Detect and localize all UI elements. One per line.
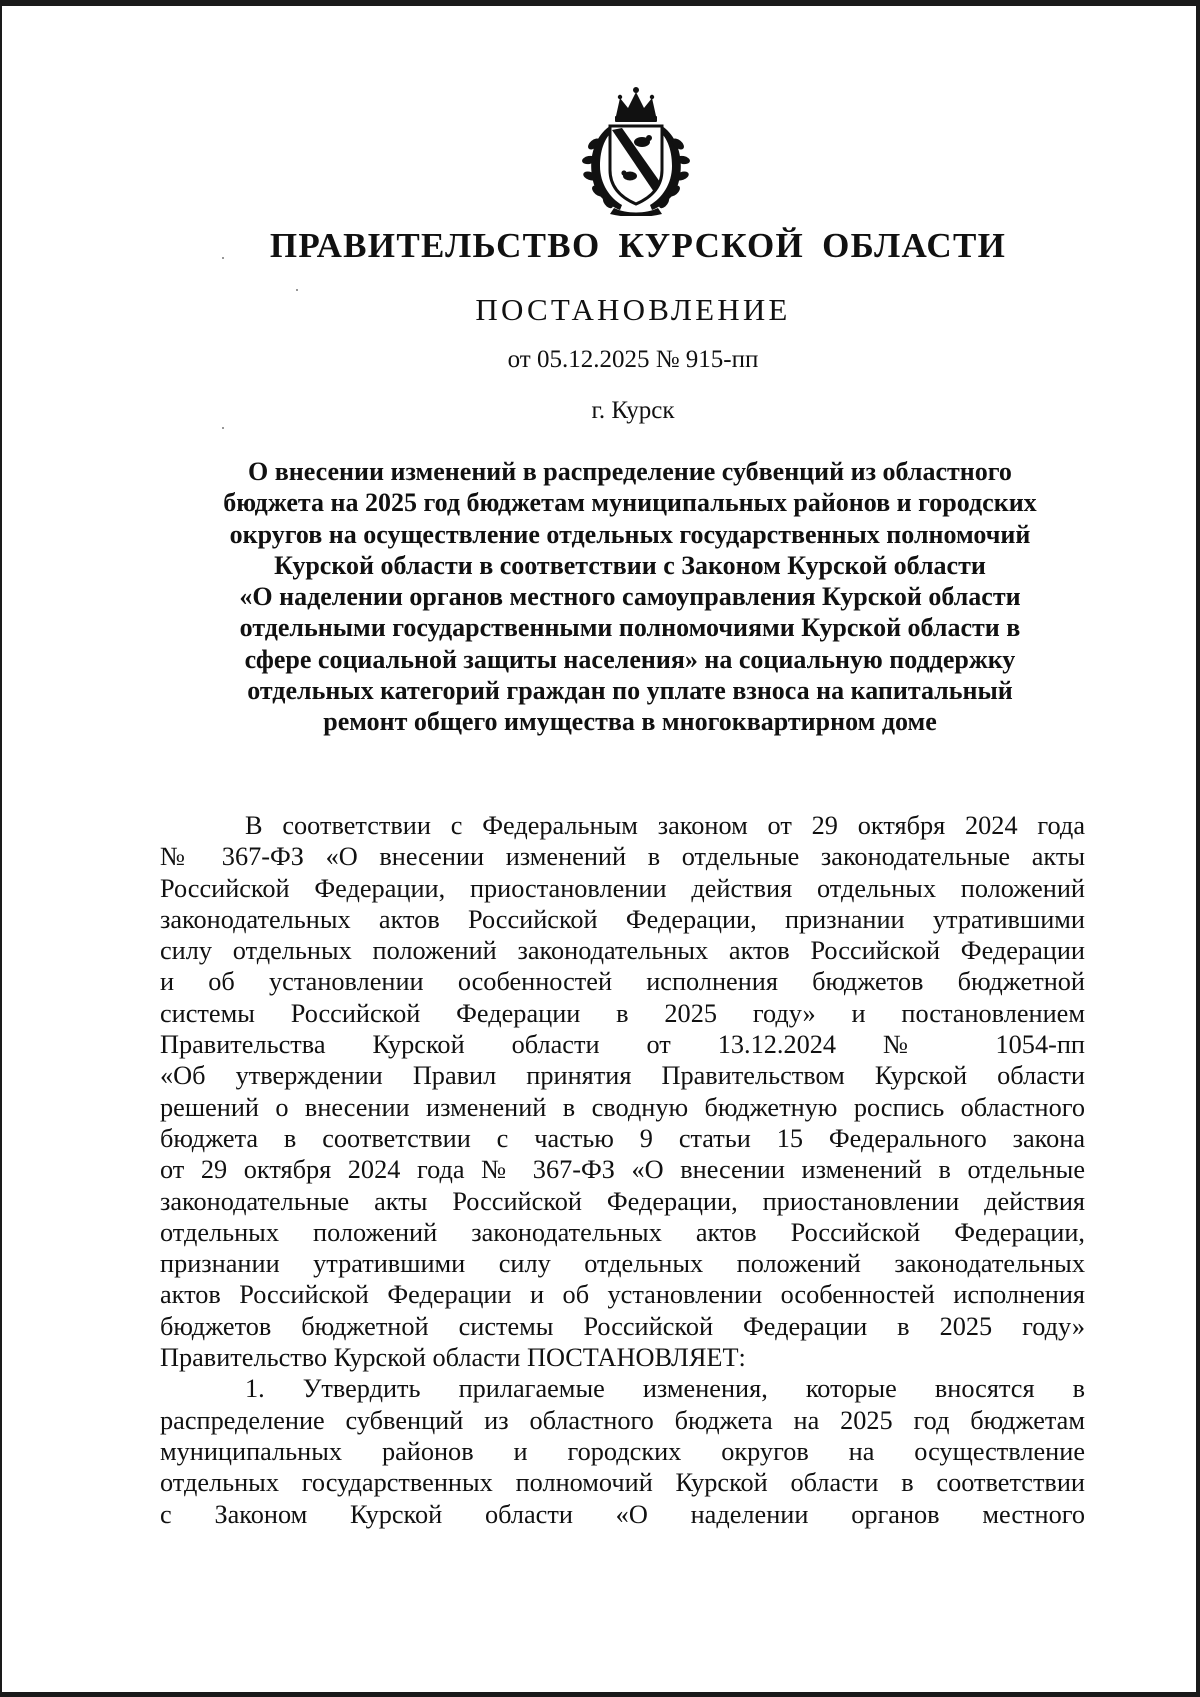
body-line: В соответствии с Федеральным законом от 29 октября 2024 года [245,811,1085,840]
body-line: муниципальных районов и городских округов на осуществление [160,1436,1085,1466]
body-line: распределение субвенций из областного бюджета на 2025 год бюджетам [160,1405,1085,1435]
document-number-date: от 05.12.2025 № 915-пп [507,346,759,373]
body-line: законодательных актов Российской Федерации, признании утратившими [160,904,1085,934]
body-line: силу отдельных положений законодательных актов Российской Федерации [160,936,1085,966]
scan-edge-top [0,0,1200,6]
body-line: от 29 октября 2024 года № 367-ФЗ «О внесении изменений в отдельные [160,1155,1085,1185]
body-line: решений о внесении изменений в сводную бюджетную роспись областного [160,1092,1085,1122]
body-line: Российской Федерации, приостановлении действия отдельных положений [160,873,1085,903]
body-line: «Об утверждении Правил принятия Правительством Курской области [160,1061,1085,1091]
heading-line: ремонт общего имущества в многоквартирном доме [323,707,937,737]
body-line: бюджета в соответствии с частью 9 статьи 15 Федерального закона [160,1123,1085,1153]
body-line: Правительство Курской области ПОСТАНОВЛЯЕТ: [160,1343,746,1373]
document-heading [170,456,1090,738]
body-line: актов Российской Федерации и об установлении особенностей исполнения [160,1280,1085,1310]
heading-line: округов на осуществление отдельных государственных полномочий [229,519,1031,549]
heading-line: отдельных категорий граждан по уплате взноса на капитальный [247,676,1013,706]
heading-line: бюджета на 2025 год бюджетам муниципальных районов и городских [223,488,1037,518]
heading-line: Курской области в соответствии с Законом Курской области [274,550,986,580]
heading-line: О внесении изменений в распределение субвенций из областного [248,457,1012,486]
body-line: и об установлении особенностей исполнения бюджетов бюджетной [160,967,1085,997]
scan-speck [296,289,298,291]
body-line: отдельных положений законодательных актов Российской Федерации, [160,1217,1085,1247]
body-line: Правительства Курской области от 13.12.2024 № 1054-пп [160,1030,1085,1060]
body-line: законодательные акты Российской Федерации, приостановлении действия [160,1186,1085,1216]
heading-line: сфере социальной защиты населения» на социальную поддержку [244,644,1016,674]
heading-line: отдельными государственными полномочиями Курской области в [239,613,1021,643]
body-line: отдельных государственных полномочий Курской области в соответствии [160,1468,1085,1498]
document-body [160,810,1085,1530]
authority-title: ПРАВИТЕЛЬСТВО КУРСКОЙ ОБЛАСТИ [269,226,1007,265]
heading-line: «О наделении органов местного самоуправления Курской области [239,582,1021,612]
body-line: бюджетов бюджетной системы Российской Федерации в 2025 году» [160,1311,1085,1341]
body-line: с Законом Курской области «О наделении органов местного [160,1499,1085,1529]
scan-edge-bottom [0,1692,1200,1697]
document-type: ПОСТАНОВЛЕНИЕ [475,292,791,327]
body-line: 1. Утвердить прилагаемые изменения, которые вносятся в [245,1374,1085,1404]
body-line: системы Российской Федерации в 2025 году» и постановлением [160,998,1085,1028]
kursk-coat-of-arms-icon [570,86,702,216]
scan-speck [222,427,224,429]
body-line: признании утратившими силу отдельных положений законодательных [160,1249,1085,1279]
document-place: г. Курск [591,397,675,424]
body-line: № 367-ФЗ «О внесении изменений в отдельные законодательные акты [160,842,1085,872]
